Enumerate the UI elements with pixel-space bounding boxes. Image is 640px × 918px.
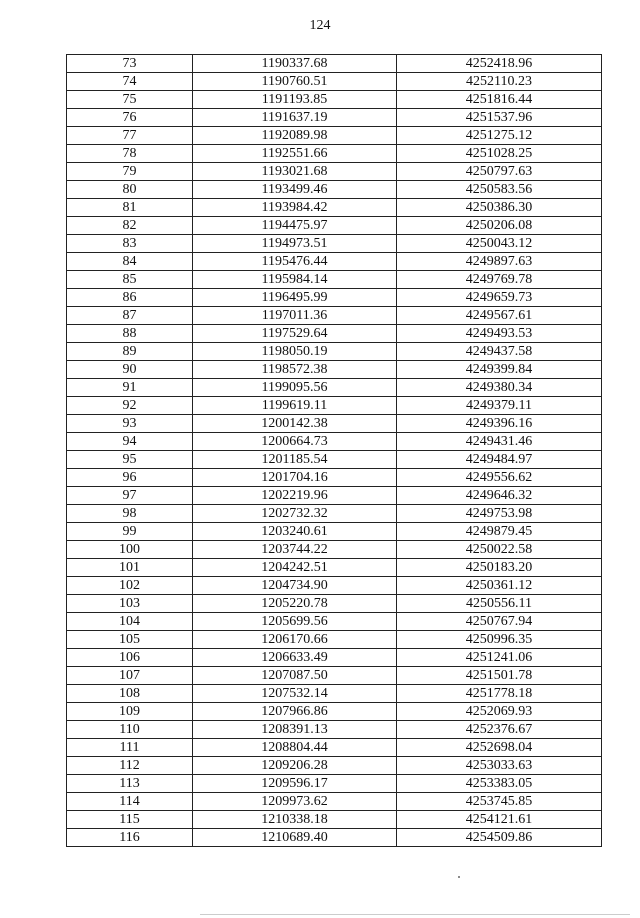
x-coordinate-cell: 1205699.56	[193, 613, 397, 631]
x-coordinate-cell: 1192551.66	[193, 145, 397, 163]
x-coordinate-cell: 1190337.68	[193, 55, 397, 73]
x-coordinate-cell: 1191637.19	[193, 109, 397, 127]
x-coordinate-cell: 1206633.49	[193, 649, 397, 667]
table-row	[67, 253, 602, 271]
y-coordinate-cell: 4249396.16	[397, 415, 602, 433]
point-number-cell: 112	[67, 757, 193, 775]
y-coordinate-cell: 4252698.04	[397, 739, 602, 757]
point-number-cell: 80	[67, 181, 193, 199]
x-coordinate-cell: 1209596.17	[193, 775, 397, 793]
x-coordinate-cell: 1210338.18	[193, 811, 397, 829]
y-coordinate-cell: 4250206.08	[397, 217, 602, 235]
point-number-cell: 109	[67, 703, 193, 721]
point-number-cell: 110	[67, 721, 193, 739]
table-row	[67, 793, 602, 811]
table-row	[67, 163, 602, 181]
page-number: 124	[309, 18, 331, 33]
table-row	[67, 271, 602, 289]
x-coordinate-cell: 1207532.14	[193, 685, 397, 703]
x-coordinate-cell: 1195476.44	[193, 253, 397, 271]
x-coordinate-cell: 1203744.22	[193, 541, 397, 559]
point-number-cell: 88	[67, 325, 193, 343]
point-number-cell: 85	[67, 271, 193, 289]
y-coordinate-cell: 4251275.12	[397, 127, 602, 145]
x-coordinate-cell: 1205220.78	[193, 595, 397, 613]
table-row	[67, 505, 602, 523]
table-row	[67, 397, 602, 415]
x-coordinate-cell: 1210689.40	[193, 829, 397, 847]
point-number-cell: 108	[67, 685, 193, 703]
table-row	[67, 649, 602, 667]
table-row	[67, 343, 602, 361]
table-row	[67, 775, 602, 793]
x-coordinate-cell: 1209206.28	[193, 757, 397, 775]
table-row	[67, 361, 602, 379]
scan-speck	[458, 876, 460, 878]
y-coordinate-cell: 4249437.58	[397, 343, 602, 361]
y-coordinate-cell: 4252069.93	[397, 703, 602, 721]
y-coordinate-cell: 4251028.25	[397, 145, 602, 163]
table-row	[67, 559, 602, 577]
y-coordinate-cell: 4250183.20	[397, 559, 602, 577]
y-coordinate-cell: 4251241.06	[397, 649, 602, 667]
table-row	[67, 703, 602, 721]
x-coordinate-cell: 1199095.56	[193, 379, 397, 397]
table-row	[67, 541, 602, 559]
y-coordinate-cell: 4253033.63	[397, 757, 602, 775]
x-coordinate-cell: 1202732.32	[193, 505, 397, 523]
point-number-cell: 76	[67, 109, 193, 127]
table-row	[67, 415, 602, 433]
x-coordinate-cell: 1204734.90	[193, 577, 397, 595]
x-coordinate-cell: 1200664.73	[193, 433, 397, 451]
table-row	[67, 523, 602, 541]
point-number-cell: 89	[67, 343, 193, 361]
point-number-cell: 113	[67, 775, 193, 793]
y-coordinate-cell: 4250767.94	[397, 613, 602, 631]
table-row	[67, 109, 602, 127]
table-row	[67, 325, 602, 343]
point-number-cell: 102	[67, 577, 193, 595]
point-number-cell: 79	[67, 163, 193, 181]
point-number-cell: 86	[67, 289, 193, 307]
table-row	[67, 433, 602, 451]
table-row	[67, 613, 602, 631]
y-coordinate-cell: 4252376.67	[397, 721, 602, 739]
table-row	[67, 667, 602, 685]
table-row	[67, 217, 602, 235]
table-row	[67, 757, 602, 775]
point-number-cell: 99	[67, 523, 193, 541]
point-number-cell: 83	[67, 235, 193, 253]
point-number-cell: 75	[67, 91, 193, 109]
y-coordinate-cell: 4250583.56	[397, 181, 602, 199]
table-row	[67, 289, 602, 307]
y-coordinate-cell: 4249379.11	[397, 397, 602, 415]
table-row	[67, 451, 602, 469]
point-number-cell: 87	[67, 307, 193, 325]
y-coordinate-cell: 4253383.05	[397, 775, 602, 793]
table-row	[67, 91, 602, 109]
point-number-cell: 104	[67, 613, 193, 631]
y-coordinate-cell: 4250361.12	[397, 577, 602, 595]
point-number-cell: 103	[67, 595, 193, 613]
x-coordinate-cell: 1198572.38	[193, 361, 397, 379]
point-number-cell: 107	[67, 667, 193, 685]
y-coordinate-cell: 4251778.18	[397, 685, 602, 703]
x-coordinate-cell: 1207966.86	[193, 703, 397, 721]
table-row	[67, 235, 602, 253]
table-row	[67, 595, 602, 613]
point-number-cell: 105	[67, 631, 193, 649]
y-coordinate-cell: 4249493.53	[397, 325, 602, 343]
x-coordinate-cell: 1191193.85	[193, 91, 397, 109]
table-row	[67, 487, 602, 505]
x-coordinate-cell: 1193499.46	[193, 181, 397, 199]
y-coordinate-cell: 4249897.63	[397, 253, 602, 271]
x-coordinate-cell: 1208804.44	[193, 739, 397, 757]
y-coordinate-cell: 4253745.85	[397, 793, 602, 811]
point-number-cell: 90	[67, 361, 193, 379]
point-number-cell: 93	[67, 415, 193, 433]
x-coordinate-cell: 1199619.11	[193, 397, 397, 415]
point-number-cell: 95	[67, 451, 193, 469]
point-number-cell: 74	[67, 73, 193, 91]
y-coordinate-cell: 4249567.61	[397, 307, 602, 325]
point-number-cell: 81	[67, 199, 193, 217]
x-coordinate-cell: 1193021.68	[193, 163, 397, 181]
y-coordinate-cell: 4250797.63	[397, 163, 602, 181]
point-number-cell: 91	[67, 379, 193, 397]
table-row	[67, 721, 602, 739]
y-coordinate-cell: 4251816.44	[397, 91, 602, 109]
x-coordinate-cell: 1193984.42	[193, 199, 397, 217]
table-row	[67, 55, 602, 73]
table-row	[67, 379, 602, 397]
x-coordinate-cell: 1207087.50	[193, 667, 397, 685]
point-number-cell: 106	[67, 649, 193, 667]
y-coordinate-cell: 4251537.96	[397, 109, 602, 127]
y-coordinate-cell: 4252110.23	[397, 73, 602, 91]
table-row	[67, 145, 602, 163]
y-coordinate-cell: 4250556.11	[397, 595, 602, 613]
y-coordinate-cell: 4250386.30	[397, 199, 602, 217]
point-number-cell: 97	[67, 487, 193, 505]
y-coordinate-cell: 4249556.62	[397, 469, 602, 487]
x-coordinate-cell: 1194973.51	[193, 235, 397, 253]
point-number-cell: 114	[67, 793, 193, 811]
point-number-cell: 94	[67, 433, 193, 451]
point-number-cell: 84	[67, 253, 193, 271]
point-number-cell: 77	[67, 127, 193, 145]
coordinates-table	[66, 54, 602, 847]
y-coordinate-cell: 4249484.97	[397, 451, 602, 469]
point-number-cell: 101	[67, 559, 193, 577]
coordinates-table-body	[67, 55, 602, 847]
x-coordinate-cell: 1196495.99	[193, 289, 397, 307]
x-coordinate-cell: 1209973.62	[193, 793, 397, 811]
x-coordinate-cell: 1198050.19	[193, 343, 397, 361]
y-coordinate-cell: 4254121.61	[397, 811, 602, 829]
y-coordinate-cell: 4249753.98	[397, 505, 602, 523]
table-row	[67, 631, 602, 649]
point-number-cell: 78	[67, 145, 193, 163]
y-coordinate-cell: 4254509.86	[397, 829, 602, 847]
x-coordinate-cell: 1192089.98	[193, 127, 397, 145]
table-row	[67, 739, 602, 757]
y-coordinate-cell: 4251501.78	[397, 667, 602, 685]
table-row	[67, 811, 602, 829]
x-coordinate-cell: 1197529.64	[193, 325, 397, 343]
y-coordinate-cell: 4250996.35	[397, 631, 602, 649]
y-coordinate-cell: 4249769.78	[397, 271, 602, 289]
x-coordinate-cell: 1202219.96	[193, 487, 397, 505]
point-number-cell: 98	[67, 505, 193, 523]
table-row	[67, 685, 602, 703]
x-coordinate-cell: 1201704.16	[193, 469, 397, 487]
x-coordinate-cell: 1203240.61	[193, 523, 397, 541]
y-coordinate-cell: 4249646.32	[397, 487, 602, 505]
y-coordinate-cell: 4252418.96	[397, 55, 602, 73]
x-coordinate-cell: 1201185.54	[193, 451, 397, 469]
point-number-cell: 82	[67, 217, 193, 235]
table-row	[67, 307, 602, 325]
table-row	[67, 469, 602, 487]
scan-edge-line	[200, 914, 630, 915]
x-coordinate-cell: 1200142.38	[193, 415, 397, 433]
x-coordinate-cell: 1190760.51	[193, 73, 397, 91]
y-coordinate-cell: 4249879.45	[397, 523, 602, 541]
point-number-cell: 73	[67, 55, 193, 73]
y-coordinate-cell: 4249399.84	[397, 361, 602, 379]
y-coordinate-cell: 4249380.34	[397, 379, 602, 397]
x-coordinate-cell: 1194475.97	[193, 217, 397, 235]
table-row	[67, 73, 602, 91]
x-coordinate-cell: 1197011.36	[193, 307, 397, 325]
table-row	[67, 829, 602, 847]
y-coordinate-cell: 4250022.58	[397, 541, 602, 559]
point-number-cell: 115	[67, 811, 193, 829]
x-coordinate-cell: 1204242.51	[193, 559, 397, 577]
point-number-cell: 92	[67, 397, 193, 415]
point-number-cell: 100	[67, 541, 193, 559]
y-coordinate-cell: 4249431.46	[397, 433, 602, 451]
y-coordinate-cell: 4250043.12	[397, 235, 602, 253]
table-row	[67, 127, 602, 145]
x-coordinate-cell: 1206170.66	[193, 631, 397, 649]
table-row	[67, 181, 602, 199]
y-coordinate-cell: 4249659.73	[397, 289, 602, 307]
point-number-cell: 96	[67, 469, 193, 487]
x-coordinate-cell: 1195984.14	[193, 271, 397, 289]
x-coordinate-cell: 1208391.13	[193, 721, 397, 739]
table-row	[67, 199, 602, 217]
point-number-cell: 116	[67, 829, 193, 847]
point-number-cell: 111	[67, 739, 193, 757]
table-row	[67, 577, 602, 595]
